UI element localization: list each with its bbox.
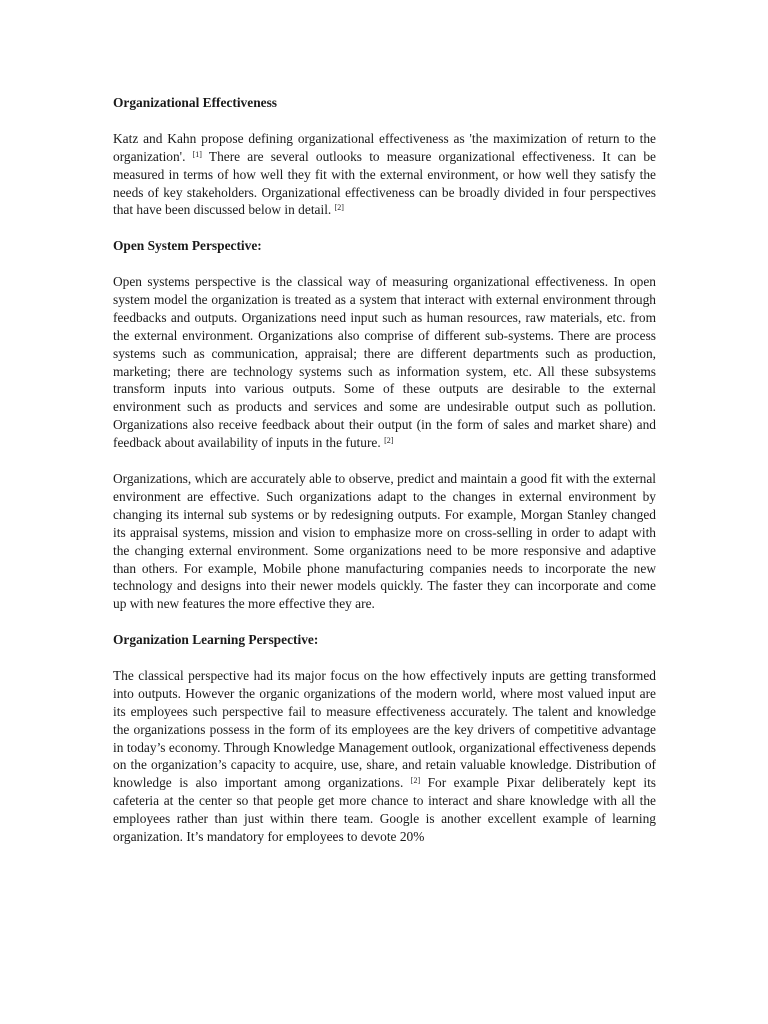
learning-text-2: For example Pixar deliberately kept its cafeteria at the center so that people get more chance to interact and share knowledge with all the employees rather than just within there team. Google is another excellent example of learning organization. It’s mandatory for employees to devote 20%: [113, 775, 656, 845]
intro-text-2: There are several outlooks to measure organizational effectiveness. It can be measured in terms of how well they fit with the external environment, or how well they satisfy the needs of key stakeholders. Organizational effectiveness can be broadly divided in four perspectives that have been discussed below in detail.: [113, 148, 656, 218]
citation-link-3[interactable]: [2]: [384, 436, 394, 446]
intro-text-1: Katz and Kahn propose defining organizational effectiveness as 'the maximization of return to the organization'.: [113, 130, 656, 164]
learning-text-1: The classical perspective had its major focus on the how effectively inputs are getting transformed into outputs. However the organic organizations of the modern world, where most valued input are its employees such perspective fail to measure effectiveness accurately. The talent and knowledge the organizations possess in the form of its employees are the key drivers of competitive advantage in today’s economy. Through Knowledge Management outlook, organizational effectiveness depends on the organization’s capacity to acquire, use, share, and retain valuable knowledge. Distribution of knowledge is also important among organizations.: [113, 667, 656, 791]
learning-paragraph: [113, 667, 656, 846]
intro-paragraph: [113, 130, 656, 220]
document-page: [113, 94, 656, 864]
document-title: Organizational Effectiveness: [113, 95, 278, 110]
learning-heading: Organization Learning Perspective:: [113, 632, 319, 648]
citation-link-1[interactable]: [1]: [192, 149, 202, 159]
open-system-paragraph-1: [113, 273, 656, 452]
citation-link-2[interactable]: [2]: [334, 203, 344, 213]
open-system-paragraph-2: Organizations, which are accurately able to observe, predict and maintain a good fit with the external environment are effective. Such organizations adapt to the changes in external environment by changing its internal sub systems or by redesigning outputs. For example, Morgan Stanley changed its appraisal systems, mission and vision to emphasize more on cross-selling in order to adapt with the changing external environment. Some organizations need to be more responsive and adaptive than others. For example, Mobile phone manufacturing companies needs to incorporate the new technology and designs into their newer models quickly. The faster they can incorporate and come up with new features the more effective they are.: [113, 470, 656, 612]
open-system-heading: Open System Perspective:: [113, 238, 262, 254]
citation-link-4[interactable]: [2]: [410, 776, 421, 786]
open-system-text-1: Open systems perspective is the classical way of measuring organizational effectiveness. In open system model the organization is treated as a system that interact with external environment through feedbacks and outputs. Organizations need input such as human resources, raw materials, etc. from the external environment. Organizations also comprise of different sub-systems. There are process systems such as communication, appraisal; there are different departments such as production, marketing; there are technology systems such as information system, etc. All these subsystems transform inputs into various outputs. Some of these outputs are desirable to the external environment such as products and services and some are undesirable output such as pollution. Organizations also receive feedback about their output (in the form of sales and market share) and feedback about availability of inputs in the future.: [113, 274, 656, 451]
